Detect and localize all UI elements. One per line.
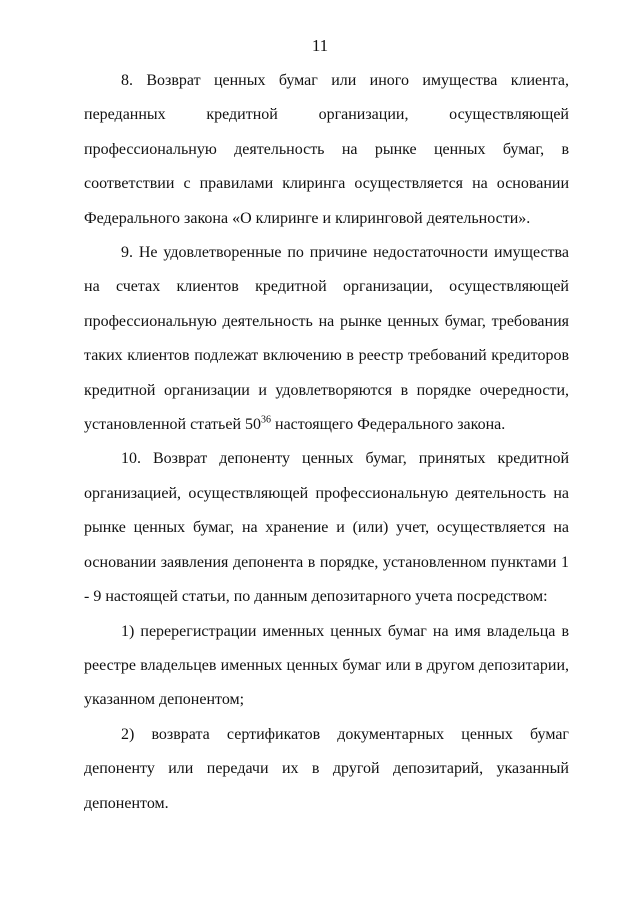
paragraph-9: [84, 236, 569, 442]
page-number: 11: [311, 36, 329, 55]
list-item-2: 2) возврата сертификатов документарных ценных бумаг депоненту или передачи их в другой депозитарий, указанный депонентом.: [84, 725, 569, 812]
list-item-1: 1) перерегистрации именных ценных бумаг на имя владельца в реестре владельцев именных ценных бумаг или в другом депозитарии, указанном депонентом;: [84, 622, 569, 709]
paragraph-9-tail: настоящего Федерального закона.: [271, 416, 506, 434]
paragraph-9-text: 9. Не удовлетворенные по причине недостаточности имущества на счетах клиентов кредитной организации, осуществляющей профессиональную деятельность на рынке ценных бумаг, требования таких клиентов подлежат включению в реестр требований кредиторов кредитной организации и удовлетворяются в порядке очередности, установленной статьей 50: [84, 244, 569, 434]
document-body: [84, 64, 569, 821]
paragraph-10: 10. Возврат депоненту ценных бумаг, принятых кредитной организацией, осуществляющей профессиональную деятельность на рынке ценных бумаг, на хранение и (или) учет, осуществляется на основании заявления депонента в порядке, установленном пунктами 1 - 9 настоящей статьи, по данным депозитарного учета посредством:: [84, 450, 569, 606]
article-superscript: 36: [261, 414, 271, 426]
paragraph-8: 8. Возврат ценных бумаг или иного имущества клиента, переданных кредитной организации, осуществляющей профессиональную деятельность на рынке ценных бумаг, в соответствии с правилами клиринга осуществляется на основании Федерального закона «О клиринге и клиринговой деятельности».: [84, 72, 569, 227]
